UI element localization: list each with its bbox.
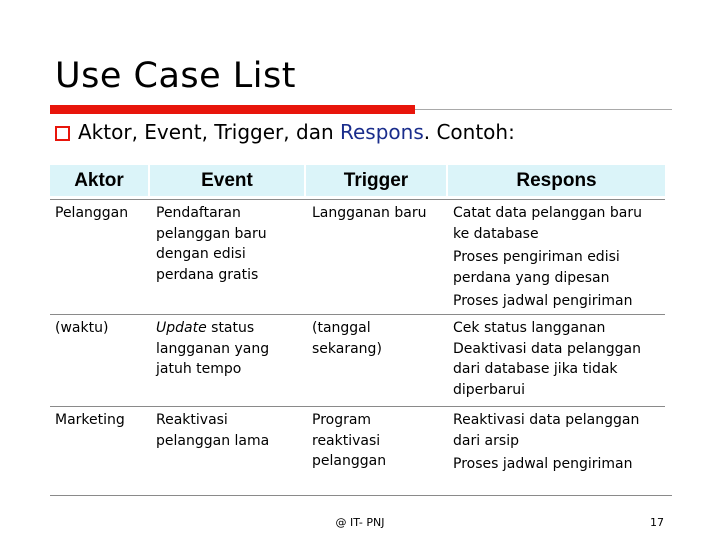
cell-event	[156, 318, 306, 380]
cell-text: dengan edisi	[156, 246, 246, 262]
cell-text: Proses jadwal pengiriman	[453, 456, 633, 472]
cell-text: jatuh tempo	[156, 361, 242, 377]
header-aktor: Aktor	[50, 165, 148, 196]
cell-aktor	[55, 318, 150, 339]
cell-text: (tanggal	[312, 320, 371, 336]
page-number: 17	[650, 516, 664, 529]
cell-trigger	[312, 318, 450, 359]
cell-text: perdana yang dipesan	[453, 269, 610, 286]
cell-text: Proses jadwal pengiriman	[453, 293, 633, 309]
cell-trigger	[312, 410, 450, 472]
bullet-part-respons: Respons	[339, 120, 424, 144]
use-case-table	[50, 165, 665, 486]
bullet-part: Event	[144, 120, 202, 144]
cell-event	[156, 410, 306, 451]
bullet-part: , dan	[283, 120, 340, 144]
cell-text: sekarang)	[312, 340, 382, 357]
cell-text: Reaktivasi data pelanggan	[453, 412, 640, 428]
cell-text: pelanggan	[312, 453, 387, 469]
cell-text: Reaktivasi	[156, 412, 228, 428]
header-event: Event	[150, 165, 304, 196]
footer-text: @ IT- PNJ	[335, 516, 385, 529]
cell-text: pelanggan baru	[156, 225, 267, 242]
cell-text: Catat data pelanggan baru	[453, 205, 642, 221]
cell-text: Deaktivasi data pelanggan	[453, 340, 642, 357]
bullet-part: Aktor,	[78, 120, 145, 144]
cell-aktor	[55, 203, 150, 224]
square-bullet-icon	[55, 126, 70, 141]
slide-title: Use Case List	[55, 56, 296, 96]
cell-text: Langganan baru	[312, 205, 427, 221]
title-underline-red	[50, 105, 415, 114]
cell-text: pelanggan lama	[156, 432, 270, 449]
table-row	[50, 314, 665, 406]
cell-text: Program	[312, 412, 372, 428]
cell-respons	[453, 410, 665, 475]
bullet-part: Trigger	[214, 120, 284, 144]
cell-text: Pendaftaran	[156, 205, 241, 221]
cell-event	[156, 203, 306, 285]
cell-text: langganan yang	[156, 340, 270, 357]
cell-text: dari database jika tidak	[453, 361, 618, 377]
cell-text: dari arsip	[453, 432, 519, 449]
bullet-part: . Contoh:	[423, 120, 515, 144]
cell-text: perdana gratis	[156, 266, 259, 283]
cell-text: Proses pengiriman edisi	[453, 249, 620, 265]
cell-text: Marketing	[55, 412, 125, 428]
cell-text: Pelanggan	[55, 205, 129, 221]
header-respons: Respons	[448, 165, 665, 196]
footer-divider	[50, 495, 672, 496]
table-header-row	[50, 165, 665, 199]
cell-text: diperbarui	[453, 381, 526, 398]
cell-text: ke database	[453, 225, 539, 242]
cell-text: reaktivasi	[312, 432, 381, 449]
cell-text: status	[206, 320, 255, 336]
cell-text-italic: Update	[156, 320, 207, 336]
title-underline-grey	[415, 109, 672, 110]
cell-text: (waktu)	[55, 320, 109, 336]
cell-trigger	[312, 203, 450, 224]
cell-respons	[453, 203, 665, 312]
header-trigger: Trigger	[306, 165, 446, 196]
table-row	[50, 406, 665, 486]
bullet-text	[78, 120, 515, 144]
cell-text: Cek status langganan	[453, 320, 606, 336]
cell-respons	[453, 318, 665, 400]
cell-aktor	[55, 410, 150, 431]
table-row	[50, 199, 665, 314]
bullet-item	[55, 120, 515, 144]
bullet-part: ,	[201, 120, 215, 144]
